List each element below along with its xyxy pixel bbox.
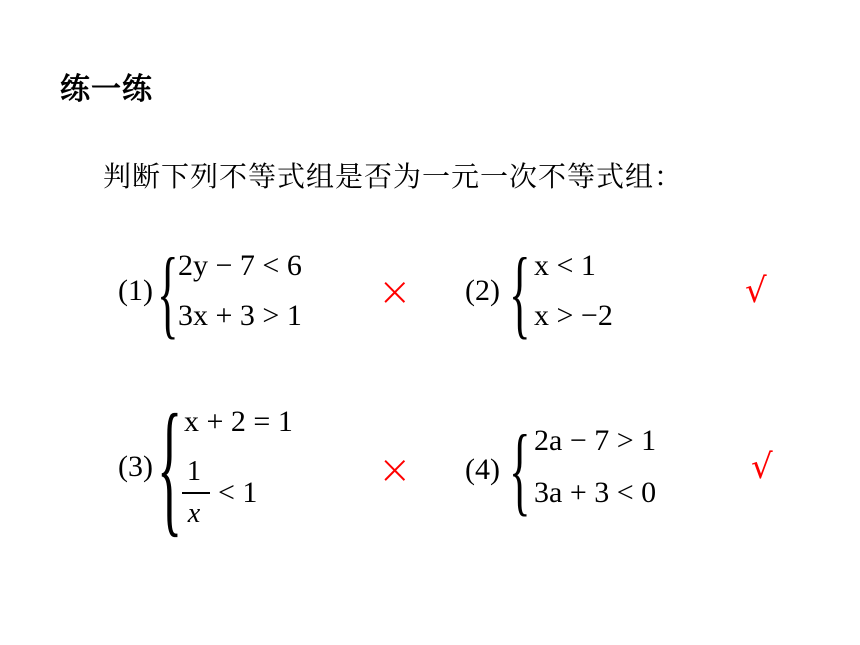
problem-2-check-mark: √ [745, 271, 767, 311]
problem-1-line-2: 3x + 3 > 1 [178, 299, 302, 332]
problem-4-line-2: 3a + 3 < 0 [534, 476, 657, 509]
problem-3-fraction-denominator: x [187, 498, 201, 529]
problem-2-line-1: x < 1 [534, 249, 596, 282]
problem-1-label: (1) [118, 274, 153, 307]
problem-2-line-2: x > −2 [534, 299, 613, 332]
problem-3-line-1: x + 2 = 1 [184, 405, 293, 438]
problem-4-label: (4) [465, 453, 500, 486]
instruction-text: 判断下列不等式组是否为一元一次不等式组： [103, 160, 684, 193]
problem-4-check-mark: √ [751, 447, 773, 487]
problem-3-fraction-numerator: 1 [187, 456, 201, 487]
page-title: 练一练 [60, 72, 153, 107]
problem-3-brace: { [157, 384, 183, 550]
problem-4-line-1: 2a − 7 > 1 [534, 424, 657, 457]
problem-2-brace: { [509, 237, 531, 348]
problem-1-cross-mark: × [378, 269, 412, 315]
problem-2-label: (2) [465, 274, 500, 307]
problem-3-fraction-bar [182, 492, 210, 494]
problem-4-brace: { [509, 414, 531, 525]
problem-1-line-1: 2y − 7 < 6 [178, 249, 302, 282]
problem-3-label: (3) [118, 450, 153, 483]
problem-3-cross-mark: × [378, 447, 412, 493]
problem-1-brace: { [157, 237, 179, 348]
problem-3-line-2-rest: < 1 [218, 476, 258, 509]
